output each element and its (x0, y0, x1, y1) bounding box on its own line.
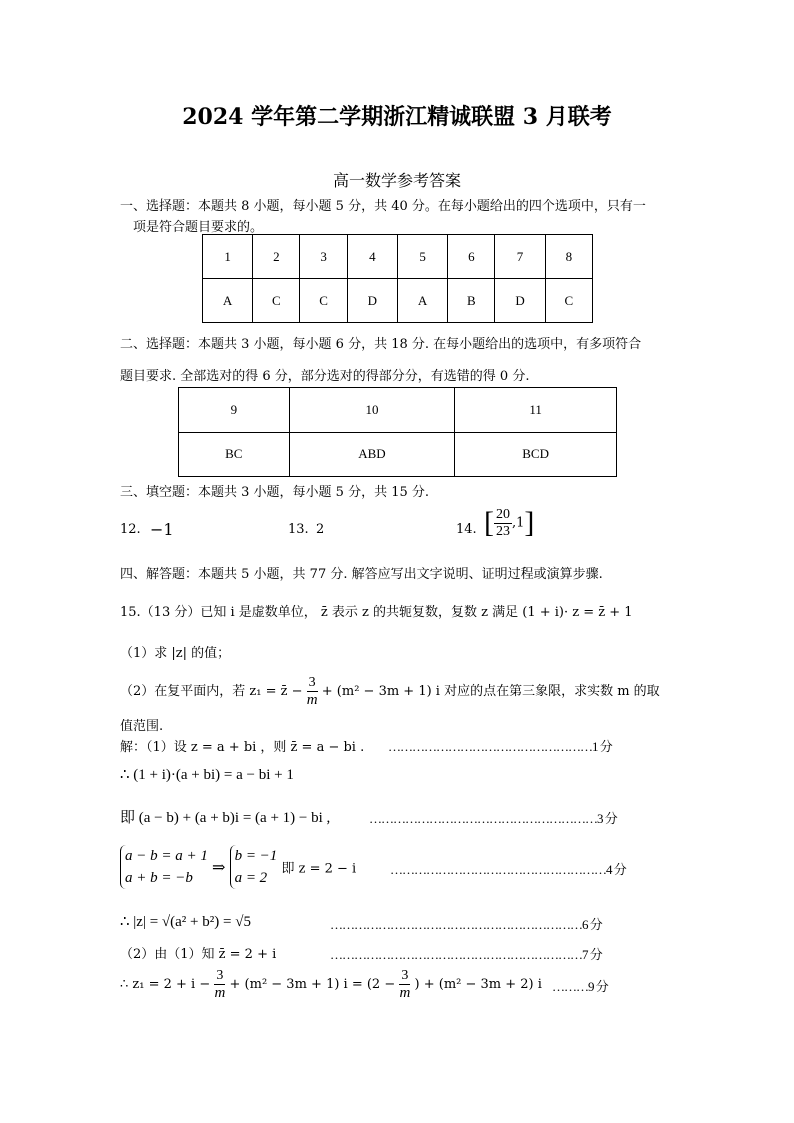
fraction-numerator: 3 (401, 968, 409, 983)
questions-cell: 11 (455, 388, 617, 433)
q14-label: 14. (456, 522, 477, 537)
q13-answer: 2 (316, 522, 325, 537)
answers-cell: A (397, 279, 447, 323)
solution-line-2: ∴ (1 + i)·(a + bi) = a − bi + 1 (120, 767, 294, 783)
q15-part2 (120, 675, 660, 708)
answers-cell: BCD (455, 432, 617, 477)
sol7-text-a: ∴ z₁ = 2 + i − (120, 977, 211, 992)
sol7-text-b: + (m² − 3m + 1) i = (2 − (229, 977, 396, 992)
question-number-row (203, 235, 593, 279)
q12-answer: −1 (150, 520, 174, 539)
fraction-numerator: 3 (308, 675, 316, 690)
fraction-denominator: m (306, 692, 318, 708)
solution-line-1: 解：（1）设 z = a + bi ，则 z̄ = a − bi . (120, 740, 365, 755)
score-4: ………………………………………………4 分 (390, 862, 626, 877)
answers-cell: BC (179, 432, 290, 477)
answer-row (203, 279, 593, 323)
question-number-row (179, 388, 617, 433)
fraction-denominator: m (399, 985, 411, 1001)
system2-eq1: b = −1 (234, 848, 278, 864)
answers-cell: C (545, 279, 592, 323)
q15-stem: 15.（13 分）已知 i 是虚数单位， z̄ 表示 z 的共轭复数，复数 z 满足 (1 + i)· z = z̄ + 1 (120, 605, 633, 620)
section2-instructions: 二、选择题：本题共 3 小题，每小题 6 分，共 18 分. 在每小题给出的选项中，有多项符合 (120, 337, 642, 352)
fraction-numerator: 3 (216, 968, 224, 983)
questions-cell: 2 (253, 235, 300, 279)
sol7-text-c: ) + (m² − 3m + 2) i (414, 977, 542, 992)
questions-cell: 4 (347, 235, 397, 279)
questions-cell: 10 (289, 388, 455, 433)
score-9: ………9 分 (552, 979, 608, 994)
answers-cell: B (448, 279, 495, 323)
score-7: ………………………………………………………7 分 (330, 947, 602, 962)
system2-eq2: a = 2 (234, 870, 268, 886)
questions-cell: 5 (397, 235, 447, 279)
score-3: …………………………………………………3 分 (369, 811, 617, 826)
page-subtitle: 高一数学参考答案 (332, 171, 461, 190)
solution-z: 即 z = 2 − i (281, 861, 357, 877)
solution-line-7 (120, 968, 542, 1001)
answers-cell: C (253, 279, 300, 323)
implies-arrow: ⇒ (212, 857, 226, 877)
q15-part2-cont: 值范围. (120, 719, 164, 734)
section1-instructions: 一、选择题：本题共 8 小题，每小题 5 分，共 40 分。在每小题给出的四个选项中，只有一 (120, 199, 646, 214)
section4-instructions: 四、解答题：本题共 5 小题，共 77 分. 解答应写出文字说明、证明过程或演算步骤. (120, 567, 603, 582)
part2-text-a: （2）在复平面内，若 z₁ = z̄ − (120, 684, 303, 699)
solution-line-3: 即 (a − b) + (a + b)i = (a + 1) − bi , (120, 810, 331, 826)
q14-answer: [ $\frac{20}{23}$ ,1] (484, 506, 535, 539)
questions-cell: 6 (448, 235, 495, 279)
score-1: ……………………………………………1 分 (388, 739, 612, 754)
score-6: ………………………………………………………6 分 (330, 917, 602, 932)
answers-cell: A (203, 279, 253, 323)
answers-cell: C (300, 279, 347, 323)
section1-instructions-cont: 项是符合题目要求的。 (133, 220, 264, 235)
q14-numerator: 20 (496, 506, 510, 522)
solution-line-6: （2）由（1）知 z̄ = 2 + i (120, 947, 277, 962)
fraction-denominator: m (214, 985, 226, 1001)
answer-row (179, 432, 617, 477)
q13-label: 13. (288, 522, 309, 537)
section3-instructions: 三、填空题：本题共 3 小题，每小题 5 分，共 15 分. (120, 485, 430, 500)
q14-right: ,1 (512, 515, 525, 531)
part2-text-b: + (m² − 3m + 1) i 对应的点在第三象限，求实数 m 的取 (321, 684, 660, 699)
questions-cell: 9 (179, 388, 290, 433)
q12-label: 12. (120, 522, 141, 537)
page-title: 2024 学年第二学期浙江精诚联盟 3 月联考 (182, 104, 612, 130)
questions-cell: 3 (300, 235, 347, 279)
solution-line-5: ∴ |z| = √(a² + b²) = √5 (120, 914, 251, 930)
q14-denominator: 23 (496, 523, 510, 539)
section2-answer-table (178, 387, 617, 477)
answers-cell: ABD (289, 432, 455, 477)
q15-part1: （1）求 |z| 的值； (120, 646, 231, 661)
answers-cell: D (495, 279, 545, 323)
questions-cell: 1 (203, 235, 253, 279)
section1-answer-table (202, 234, 593, 323)
solution-line-4 (120, 845, 356, 889)
questions-cell: 7 (495, 235, 545, 279)
questions-cell: 8 (545, 235, 592, 279)
system1-eq1: a − b = a + 1 (125, 848, 208, 864)
section2-instructions-cont: 题目要求. 全部选对的得 6 分，部分选对的得部分分，有选错的得 0 分. (120, 369, 530, 384)
system1-eq2: a + b = −b (125, 870, 193, 886)
answers-cell: D (347, 279, 397, 323)
